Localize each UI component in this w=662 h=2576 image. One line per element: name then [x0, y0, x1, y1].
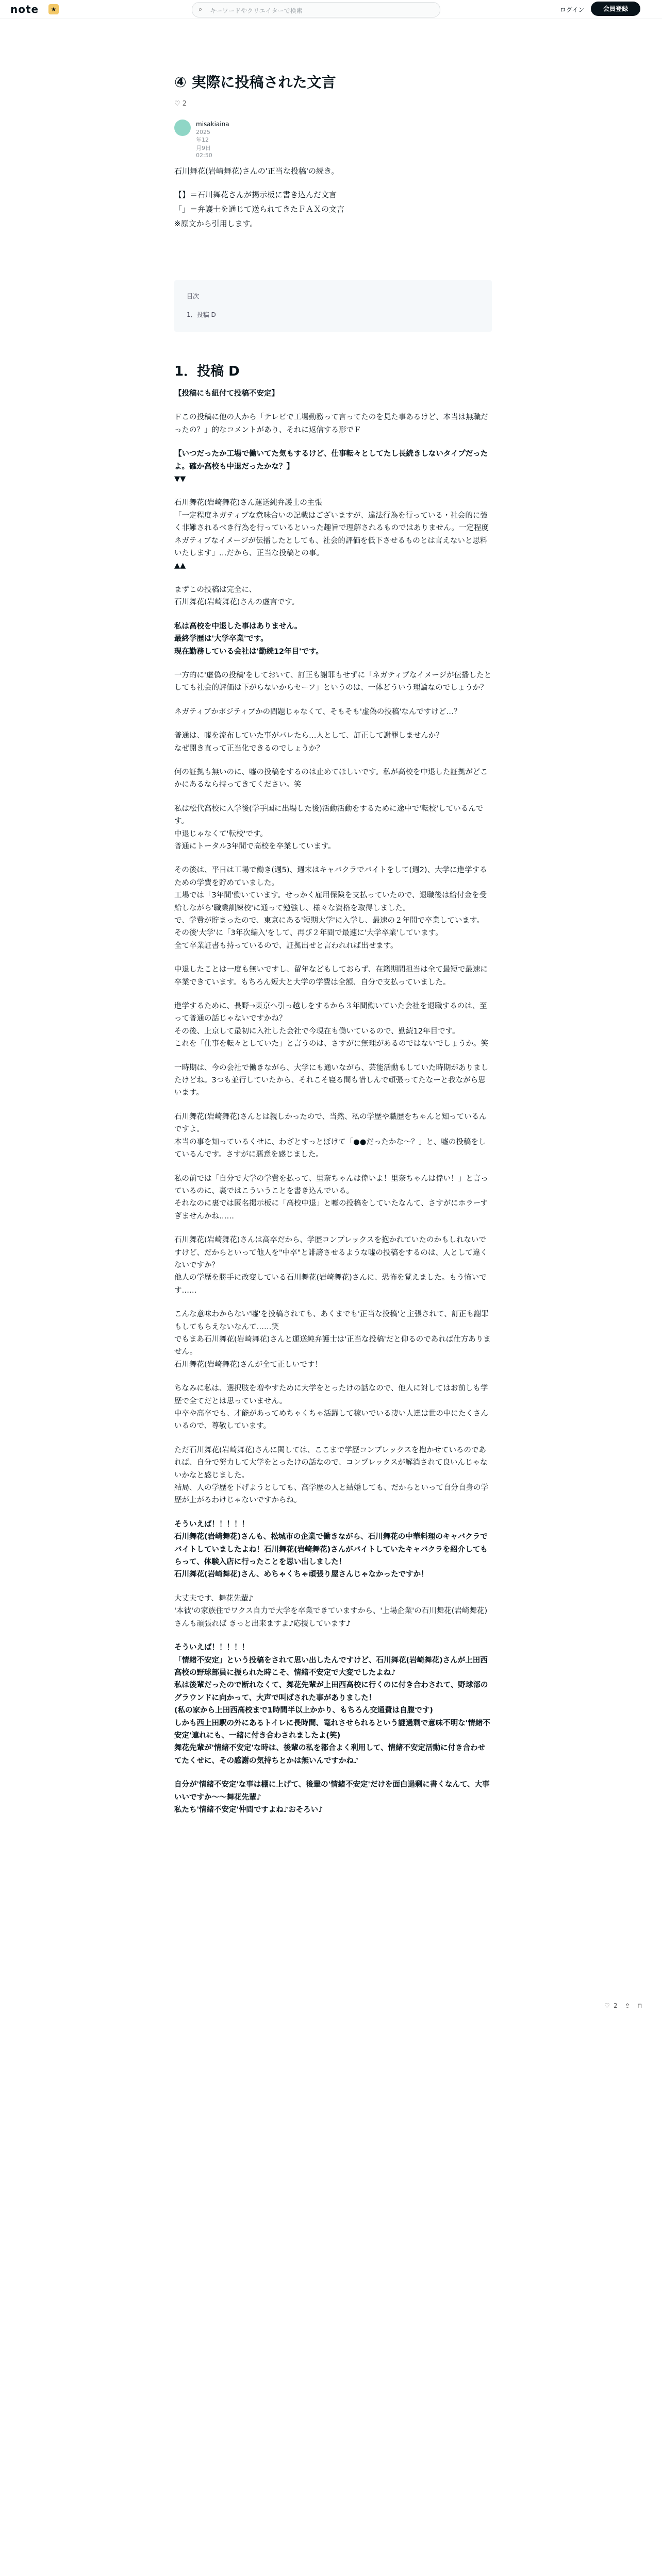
- toc-item[interactable]: 1．投稿 D: [187, 311, 216, 318]
- article-paragraph: 自分が'情緒不安定'な事は棚に上げて、後輩の'情緒不安定'だけを面白過剰に書くなんて、大事いいですか～～舞花先輩♪ 私たち'情緒不安定'仲間ですよね♪おそろい♪: [174, 1781, 490, 1814]
- note-logo[interactable]: note: [10, 3, 39, 15]
- section-heading: 1．投稿 D: [174, 364, 240, 379]
- login-link[interactable]: ログイン: [560, 6, 585, 13]
- article-paragraph: 私は高校を中退した事はありません。 最終学歴は'大学卒業'です。 現在勤務している会社は'勤続12年目'です。: [174, 622, 323, 656]
- avatar[interactable]: [174, 120, 191, 136]
- article-paragraph: Ｆこの投稿に他の人から「テレビで工場勤務って言ってたのを見た事あるけど、本当は無職だったの？」的なコメントがあり、それに返信する形でＦ: [174, 413, 488, 434]
- article-paragraph: 普通は、嘘を流布していた事がバレたら…人として、訂正して謝罪しませんか？ なぜ開き直って正当化できるのでしょうか？: [174, 732, 443, 753]
- badge-icon: ★: [48, 4, 59, 14]
- article-paragraph: そういえば！！！！！ 石川舞花(岩崎舞花)さんも、松城市の企業で働きながら、石川舞花の中華料理のキャバクラでバイトしていましたよね！石川舞花(岩崎舞花)さんがバイトしていたキャバクラを紹介してもらって、体験入店に行ったことを思い出しました！ 石川舞花(岩崎舞花)さん、めちゃくちゃ頑張り屋さんじゃなかったですか！: [174, 1520, 488, 1579]
- post-date: 2025年12月9日 02:50: [196, 129, 212, 159]
- top-header: [0, 0, 662, 19]
- search-placeholder: キーワードやクリエイターで検索: [210, 7, 303, 14]
- toc-label: 目次: [187, 293, 200, 300]
- reaction-like-count: 2: [614, 2002, 618, 2009]
- article-paragraph: そういえば！！！！！ 「情緒不安定」という投稿をされて思い出したんですけど、石川舞花(岩崎舞花)さんが上田西高校の野球部員に振られた時こそ、情緒不安定で大変でしたよね♪ 私は後輩だったので断れなくて、舞花先輩が上田西高校に行くのに付き合わされて、野球部のグラウンドに向かって、大声で叫ばされた事がありました！ (私の家から上田西高校まで1時間半以上かかり、もちろん交通費は自腹です) しかも西上田駅の外にあるトイレに長時間、篭れさせられるという謎過剰で意味不明な'情緒不安定'連れにも、一緒に付き合わされましたよ(笑) 舞花先輩が'情緒不安定'な時は、後輩の私を都合よく利用して、情緒不安定活動に付き合わせてたくせに、その感謝の気持ちとかは無いんですかね♪: [174, 1643, 490, 1765]
- article-paragraph: ただ石川舞花(岩崎舞花)さんに関しては、ここまで学歴コンプレックスを抱かせているのであれば、自分で努力して大学をとったけの話なので、コンプレックスが解消されて良いんじゃないかなと感じました。 結局、人の学歴を下げようとしても、高学歴の人と結婚しても、だからといって自分自身の学歴が上がるわけじゃないですからね。: [174, 1446, 488, 1505]
- article-paragraph: 石川舞花(岩崎舞花)さんは高卒だから、学歴コンプレックスを抱かれていたのかもしれないですけど、だからといって他人を"中卒"と誹謗させるような嘘の投稿をするのは、人として違くないですか？ 他人の学歴を勝手に改変している石川舞花(岩崎舞花)さんに、恐怖を覚えました。もう怖いです……: [174, 1236, 488, 1295]
- article-paragraph: こんな意味わからない'嘘'を投稿されても、あくまでも'正当な投稿'と主張されて、訂正も謝罪もしてもらえないなんて……笑 でもまあ石川舞花(岩崎舞花)さんと運送純弁護士は'正当な投稿'だと仰るのであれば仕方ありません。 石川舞花(岩崎舞花)さんが全て正しいです！: [174, 1310, 491, 1369]
- article-paragraph: 何の証拠も無いのに、嘘の投稿をするのは止めてほしいです。私が高校を中退した証拠がどこかにあるなら持ってきてください。笑: [174, 768, 488, 789]
- article-paragraph: 【いつだったか工場で働いてた気もするけど、仕事転々としてたし長続きしないタイプだったよ。確か高校も中退だったかな？】 ▼▼: [174, 450, 488, 484]
- article-paragraph: ちなみに私は、選択肢を増やすために大学をとったけの話なので、他人に対してはお前しも学歴で全てだとは思っていません。 中卒や高卒でも、才能があってめちゃくちゃ活躍して稼いでいる凄い人達は世の中にたくさんいるので、尊敬しています。: [174, 1384, 488, 1431]
- search-bar[interactable]: [192, 2, 440, 18]
- article-paragraph: その後は、平日は工場で働き(週5)、週末はキャバクラでバイトをして(週2)、大学に進学するための学費を貯めていました。 工場では「3年間'働いています。せっかく雇用保険を支払っていたので、退職後は給付金を受給しながら'職業訓練校'に通って勉強し、様々な資格を取得しました。 で、学費が貯まったので、東京にある'短期大学'に入学し、最速の２年間で卒業しています。 その後'大学'に「3年次編入'をして、再び２年間で最速に'大学卒業'しています。 全て卒業証書も持っているので、証拠出せと言われれば出せます。: [174, 866, 487, 950]
- article-paragraph: 一時期は、今の会社で働きながら、大学にも通いながら、芸能活動もしていた時期がありましたけどね。3つも並行していたから、それこそ寝る間も惜しんで頑張ってたなーと我ながら思います。: [174, 1063, 488, 1097]
- article-paragraph: 石川舞花(岩崎舞花)さん運送純弁護士の主張 「一定程度ネガティブな意味合いの記載はございますが、違法行為を行っている・社会的に強く非難されるべき行為を行っているといった趣旨で理解されるものではありません。一定程度ネガティブなイメージが伝播したとしても、社会的評価を低下させるものとは言えないと思料いたします」…だから、正当な投稿との事。 ▲▲: [174, 499, 489, 570]
- signup-button[interactable]: 会員登録: [591, 2, 640, 16]
- table-of-contents: [174, 280, 492, 332]
- article-paragraph: 【投稿にも紐付て投稿不安定】: [174, 389, 279, 398]
- heart-icon[interactable]: ♡: [604, 2002, 610, 2009]
- article-paragraph: 石川舞花(岩崎舞花)さんとは親しかったので、当然、私の学歴や職歴をちゃんと知っているんですよ。 本当の事を知っているくせに、わざとすっとぼけて「●●だったかな～？」と、嘘の投稿をしているんです。さすがに悪意を感じました。: [174, 1112, 487, 1159]
- article-body: [174, 387, 492, 1827]
- article-paragraph: ネガティブかポジティブかの問題じゃなくて、そもそも'虚偽の投稿'なんですけど…？: [174, 707, 461, 716]
- bookmark-icon[interactable]: ⊓: [637, 2002, 642, 2009]
- article-paragraph: 私は松代高校に入学後(学手国に出場した後)活動活動をするために途中で'転校'しているんです。 中退じゃなくて'転校'です。 普通にトータル3年間で高校を卒業しています。: [174, 804, 484, 851]
- title-like-number: 2: [182, 100, 187, 108]
- article-paragraph: 大丈夫です、舞花先輩♪ '本彼'の家族住でワクス自力で大学を卒業できていますから、'上場企業'の石川舞花(岩崎舞花)さんも頑張れば きっと出来ますよ♪応援しています♪: [174, 1594, 488, 1628]
- intro-legend: 【】＝石川舞花さんが掲示板に書き込んだ文言 「」＝弁護士を通じて送られてきたＦＡＸの文言 ※原文から引用します。: [174, 190, 345, 228]
- article-paragraph: 進学するために、長野→東京へ引っ越しをするから３年間働いていた会社を退職するのは、至って普通の話じゃないですかね？ その後、上京して最初に入社した会社で今現在も働いているので、勤続12年目です。 これを「仕事を転々としていた」と言うのは、さすがに無理があるのではないでしょうか。笑: [174, 1002, 488, 1048]
- intro-block: [174, 164, 492, 240]
- article-paragraph: 中退したことは一度も無いですし、留年などもしておらず、在籍期間担当は全て最短で最速に卒業できています。もちろん短大と大学の学費は全額、自分で支払っていました。: [174, 965, 488, 987]
- share-icon[interactable]: ⇪: [625, 2002, 631, 2009]
- article-paragraph: まずこの投稿は完全に、 石川舞花(岩崎舞花)さんの虚言です。: [174, 585, 300, 607]
- article-title: ④ 実際に投稿された文言: [174, 74, 336, 91]
- author-name[interactable]: misakiaina: [196, 121, 229, 128]
- search-icon: ⌕: [198, 6, 203, 13]
- title-like-count[interactable]: ♡ 2: [174, 100, 187, 108]
- floating-reactions: [604, 2002, 656, 2012]
- intro-line: 石川舞花(岩崎舞花)さんの'正当な投稿'の続き。: [174, 166, 339, 176]
- article-paragraph: 私の前では「自分で大学の学費を払って、里奈ちゃんは偉いよ！里奈ちゃんは偉い！」と言っているのに、裏ではこういうことを書き込んでいる。 それなのに裏では匿名掲示板に「高校中退」と嘘の投稿をしていたなんて、さすがにホラーすぎませんかね……: [174, 1174, 488, 1221]
- article-paragraph: 一方的に'虚偽の投稿'をしておいて、訂正も謝罪もせずに「ネガティブなイメージが伝播したとしても社会的評価は下がらないからセーフ」というのは、一体どういう理論なのでしょうか？: [174, 671, 492, 692]
